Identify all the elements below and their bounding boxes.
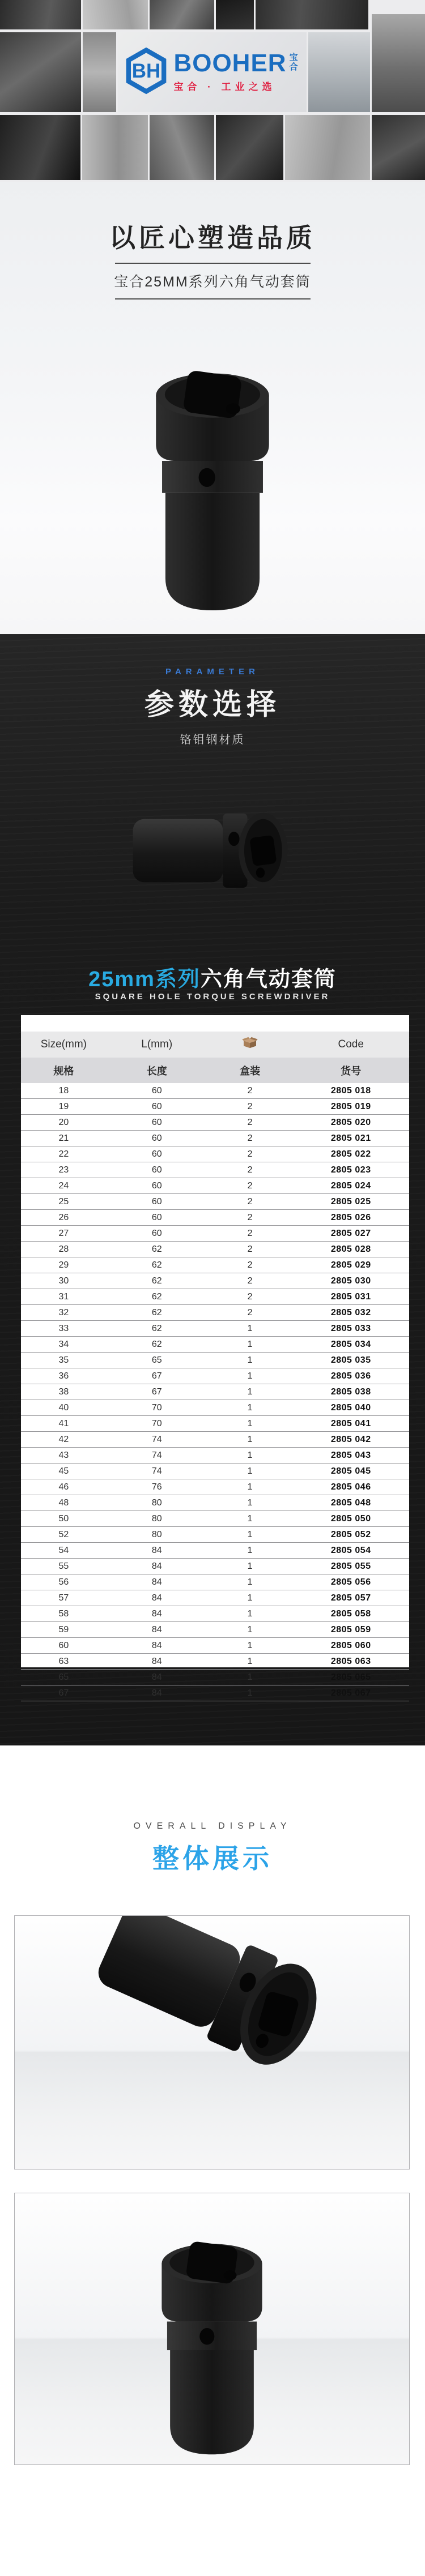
product-photo-socket-side (124, 799, 294, 905)
cell-box-qty: 1 (207, 1495, 293, 1511)
cell-length: 84 (107, 1590, 207, 1606)
cell-length: 70 (107, 1400, 207, 1416)
table-row (21, 1416, 409, 1432)
cell-code: 2805 036 (292, 1368, 409, 1384)
cell-box-qty: 1 (207, 1479, 293, 1495)
cell-length: 84 (107, 1606, 207, 1622)
collage-photo (216, 115, 283, 180)
cell-code: 2805 046 (292, 1479, 409, 1495)
cell-box-qty: 1 (207, 1654, 293, 1670)
cell-code: 2805 057 (292, 1590, 409, 1606)
cell-box-qty: 2 (207, 1099, 293, 1115)
cell-length: 84 (107, 1654, 207, 1670)
table-row (21, 1574, 409, 1590)
table-row (21, 1559, 409, 1574)
cell-length: 74 (107, 1448, 207, 1464)
product-photo-socket-angled (70, 1915, 347, 2100)
cell-code: 2805 026 (292, 1210, 409, 1226)
cell-code: 2805 058 (292, 1606, 409, 1622)
cell-size: 57 (21, 1590, 107, 1606)
cell-box-qty: 1 (207, 1543, 293, 1559)
cell-length: 80 (107, 1495, 207, 1511)
cell-length: 62 (107, 1305, 207, 1321)
cell-length: 60 (107, 1099, 207, 1115)
cell-box-qty: 1 (207, 1337, 293, 1353)
box-icon (241, 1037, 258, 1052)
cell-size: 58 (21, 1606, 107, 1622)
collage-photo (0, 32, 81, 112)
cell-length: 84 (107, 1685, 207, 1701)
product-photo-socket-top (155, 2234, 269, 2458)
header-length-en: L(mm) (141, 1038, 173, 1050)
collage-photo (308, 32, 370, 112)
series-title-rest: 六角气动套筒 (200, 968, 337, 991)
cell-length: 84 (107, 1622, 207, 1638)
cell-box-qty: 1 (207, 1590, 293, 1606)
table-row (21, 1384, 409, 1400)
cell-size: 65 (21, 1670, 107, 1685)
cell-size: 59 (21, 1622, 107, 1638)
cell-code: 2805 056 (292, 1574, 409, 1590)
cell-size: 55 (21, 1559, 107, 1574)
display-eyebrow: OVERALL DISPLAY (133, 1821, 292, 1831)
cell-code: 2805 032 (292, 1305, 409, 1321)
hero-subtitle: 宝合25MM系列六角气动套筒 (114, 274, 311, 290)
table-row (21, 1194, 409, 1210)
cell-length: 84 (107, 1670, 207, 1685)
cell-box-qty: 1 (207, 1527, 293, 1543)
cell-length: 62 (107, 1337, 207, 1353)
cell-size: 42 (21, 1432, 107, 1448)
table-header-en (21, 1032, 409, 1058)
table-row (21, 1638, 409, 1654)
table-row (21, 1210, 409, 1226)
table-row (21, 1464, 409, 1479)
cell-box-qty: 1 (207, 1511, 293, 1527)
cell-size: 19 (21, 1099, 107, 1115)
table-row (21, 1242, 409, 1257)
cell-length: 62 (107, 1321, 207, 1337)
material-note: 铬钼钢材质 (180, 734, 245, 746)
cell-size: 30 (21, 1273, 107, 1289)
product-photo-panel-angled (14, 1915, 410, 2170)
cell-box-qty: 2 (207, 1226, 293, 1242)
table-row (21, 1083, 409, 1099)
cell-code: 2805 067 (292, 1685, 409, 1701)
cell-length: 67 (107, 1368, 207, 1384)
collage-photo (150, 0, 214, 29)
cell-box-qty: 1 (207, 1559, 293, 1574)
table-row (21, 1448, 409, 1464)
cell-box-qty: 1 (207, 1368, 293, 1384)
cell-length: 74 (107, 1464, 207, 1479)
table-row (21, 1353, 409, 1368)
cell-code: 2805 024 (292, 1178, 409, 1194)
collage-photo (83, 32, 116, 112)
cell-code: 2805 038 (292, 1384, 409, 1400)
cell-size: 34 (21, 1337, 107, 1353)
cell-code: 2805 054 (292, 1543, 409, 1559)
cell-box-qty: 1 (207, 1606, 293, 1622)
cell-code: 2805 063 (292, 1654, 409, 1670)
cell-box-qty: 1 (207, 1638, 293, 1654)
collage-photo (0, 115, 80, 180)
collage-photo (0, 0, 81, 29)
cell-code: 2805 027 (292, 1226, 409, 1242)
table-row (21, 1273, 409, 1289)
collage-photo (372, 115, 425, 180)
cell-code: 2805 030 (292, 1273, 409, 1289)
cell-box-qty: 2 (207, 1146, 293, 1162)
cell-box-qty: 2 (207, 1289, 293, 1305)
cell-size: 23 (21, 1162, 107, 1178)
cell-code: 2805 060 (292, 1638, 409, 1654)
header-collage (0, 0, 425, 182)
cell-size: 36 (21, 1368, 107, 1384)
table-row (21, 1337, 409, 1353)
cell-code: 2805 022 (292, 1146, 409, 1162)
parameter-title: 参数选择 (144, 688, 280, 721)
cell-box-qty: 1 (207, 1353, 293, 1368)
cell-code: 2805 028 (292, 1242, 409, 1257)
series-title (0, 961, 425, 992)
cell-code: 2805 048 (292, 1495, 409, 1511)
cell-length: 60 (107, 1146, 207, 1162)
product-photo-socket-standing (149, 362, 277, 614)
parameter-eyebrow: PARAMETER (165, 667, 260, 677)
cell-size: 45 (21, 1464, 107, 1479)
cell-length: 65 (107, 1353, 207, 1368)
cell-length: 84 (107, 1543, 207, 1559)
cell-size: 67 (21, 1685, 107, 1701)
table-row (21, 1685, 409, 1701)
cell-size: 54 (21, 1543, 107, 1559)
cell-size: 35 (21, 1353, 107, 1368)
cell-size: 41 (21, 1416, 107, 1432)
cell-box-qty: 1 (207, 1321, 293, 1337)
cell-code: 2805 023 (292, 1162, 409, 1178)
header-box-en (207, 1032, 293, 1058)
cell-box-qty: 1 (207, 1384, 293, 1400)
table-row (21, 1257, 409, 1273)
cell-length: 60 (107, 1226, 207, 1242)
cell-length: 70 (107, 1416, 207, 1432)
cell-length: 62 (107, 1257, 207, 1273)
table-row (21, 1527, 409, 1543)
cell-size: 38 (21, 1384, 107, 1400)
table-row (21, 1368, 409, 1384)
cell-code: 2805 021 (292, 1131, 409, 1146)
collage-photo (150, 115, 214, 180)
cell-box-qty: 2 (207, 1178, 293, 1194)
cell-box-qty: 2 (207, 1305, 293, 1321)
cell-length: 60 (107, 1194, 207, 1210)
divider-line (115, 298, 311, 299)
cell-length: 84 (107, 1574, 207, 1590)
cell-code: 2805 018 (292, 1083, 409, 1099)
cell-size: 48 (21, 1495, 107, 1511)
brand-tagline: 宝合 · 工业之选 (173, 82, 276, 93)
cell-box-qty: 1 (207, 1670, 293, 1685)
spec-table-panel (21, 1015, 409, 1698)
table-row (21, 1321, 409, 1337)
cell-code: 2805 033 (292, 1321, 409, 1337)
table-row (21, 1178, 409, 1194)
cell-code: 2805 019 (292, 1099, 409, 1115)
table-row (21, 1131, 409, 1146)
cell-box-qty: 2 (207, 1131, 293, 1146)
cell-size: 52 (21, 1527, 107, 1543)
table-row (21, 1115, 409, 1131)
brand-name: BOOHER (173, 49, 287, 77)
table-row (21, 1432, 409, 1448)
cell-length: 84 (107, 1638, 207, 1654)
cell-box-qty: 2 (207, 1210, 293, 1226)
hero-section (0, 182, 425, 634)
cell-size: 50 (21, 1511, 107, 1527)
cell-size: 63 (21, 1654, 107, 1670)
cell-size: 32 (21, 1305, 107, 1321)
spec-table-body (21, 1083, 409, 1701)
cell-length: 84 (107, 1559, 207, 1574)
cell-length: 74 (107, 1432, 207, 1448)
cell-box-qty: 1 (207, 1685, 293, 1701)
cell-size: 26 (21, 1210, 107, 1226)
cell-length: 62 (107, 1273, 207, 1289)
table-row (21, 1495, 409, 1511)
cell-box-qty: 1 (207, 1416, 293, 1432)
cell-size: 28 (21, 1242, 107, 1257)
series-subtitle: SQUARE HOLE TORQUE SCREWDRIVER (95, 992, 330, 1002)
collage-photo (216, 0, 254, 29)
cell-code: 2805 045 (292, 1464, 409, 1479)
cell-size: 33 (21, 1321, 107, 1337)
cell-length: 76 (107, 1479, 207, 1495)
collage-photo (372, 14, 425, 112)
cell-size: 21 (21, 1131, 107, 1146)
series-title-highlight: 25mm系列 (88, 968, 201, 991)
cell-size: 56 (21, 1574, 107, 1590)
cell-box-qty: 2 (207, 1257, 293, 1273)
collage-photo (285, 115, 370, 180)
table-row (21, 1400, 409, 1416)
cell-size: 40 (21, 1400, 107, 1416)
cell-code: 2805 025 (292, 1194, 409, 1210)
cell-box-qty: 1 (207, 1448, 293, 1464)
table-row (21, 1670, 409, 1685)
cell-length: 67 (107, 1384, 207, 1400)
cell-code: 2805 052 (292, 1527, 409, 1543)
cell-code: 2805 055 (292, 1559, 409, 1574)
cell-code: 2805 034 (292, 1337, 409, 1353)
cell-box-qty: 2 (207, 1083, 293, 1099)
spec-table (21, 1032, 409, 1701)
cell-size: 20 (21, 1115, 107, 1131)
cell-code: 2805 059 (292, 1622, 409, 1638)
cell-code: 2805 029 (292, 1257, 409, 1273)
cell-code: 2805 050 (292, 1511, 409, 1527)
collage-photo (83, 0, 148, 29)
cell-box-qty: 1 (207, 1622, 293, 1638)
logo-monogram: BH (132, 60, 161, 83)
cell-length: 60 (107, 1178, 207, 1194)
collage-photo (256, 0, 368, 29)
cell-code: 2805 043 (292, 1448, 409, 1464)
cell-size: 29 (21, 1257, 107, 1273)
table-row (21, 1305, 409, 1321)
cell-code: 2805 041 (292, 1416, 409, 1432)
cell-box-qty: 1 (207, 1432, 293, 1448)
cell-code: 2805 065 (292, 1670, 409, 1685)
table-row (21, 1654, 409, 1670)
cell-box-qty: 2 (207, 1273, 293, 1289)
cell-box-qty: 2 (207, 1162, 293, 1178)
cell-box-qty: 1 (207, 1400, 293, 1416)
table-row (21, 1162, 409, 1178)
table-row (21, 1146, 409, 1162)
cell-box-qty: 2 (207, 1115, 293, 1131)
cell-length: 62 (107, 1289, 207, 1305)
cell-length: 80 (107, 1511, 207, 1527)
cell-code: 2805 020 (292, 1115, 409, 1131)
table-row (21, 1479, 409, 1495)
header-length-cn: 长度 (146, 1065, 167, 1077)
table-row (21, 1226, 409, 1242)
table-row (21, 1543, 409, 1559)
header-box-cn: 盒装 (240, 1065, 261, 1077)
cell-length: 60 (107, 1162, 207, 1178)
product-photo-panel-standing (14, 2193, 410, 2465)
cell-length: 60 (107, 1131, 207, 1146)
parameter-section (0, 634, 425, 1745)
cell-size: 31 (21, 1289, 107, 1305)
cell-size: 22 (21, 1146, 107, 1162)
cell-code: 2805 031 (292, 1289, 409, 1305)
booher-hexagon-logo-icon (125, 47, 168, 97)
table-header-cn (21, 1058, 409, 1083)
cell-size: 24 (21, 1178, 107, 1194)
cell-size: 46 (21, 1479, 107, 1495)
brand-logo-panel (118, 32, 307, 112)
divider-line (115, 263, 311, 264)
cell-length: 60 (107, 1083, 207, 1099)
cell-box-qty: 1 (207, 1574, 293, 1590)
cell-size: 25 (21, 1194, 107, 1210)
cell-size: 27 (21, 1226, 107, 1242)
collage-photo (82, 115, 148, 180)
table-row (21, 1606, 409, 1622)
display-title: 整体展示 (152, 1843, 273, 1873)
table-row (21, 1622, 409, 1638)
cell-size: 60 (21, 1638, 107, 1654)
cell-code: 2805 040 (292, 1400, 409, 1416)
cell-size: 43 (21, 1448, 107, 1464)
header-code-en: Code (338, 1038, 364, 1050)
table-row (21, 1590, 409, 1606)
cell-size: 18 (21, 1083, 107, 1099)
header-size-cn: 规格 (53, 1065, 74, 1077)
cell-code: 2805 035 (292, 1353, 409, 1368)
cell-code: 2805 042 (292, 1432, 409, 1448)
cell-box-qty: 2 (207, 1194, 293, 1210)
cell-length: 60 (107, 1210, 207, 1226)
header-size-en: Size(mm) (40, 1038, 87, 1050)
hero-title: 以匠心塑造品质 (109, 223, 316, 253)
table-row (21, 1099, 409, 1115)
cell-box-qty: 2 (207, 1242, 293, 1257)
cell-length: 62 (107, 1242, 207, 1257)
table-row (21, 1289, 409, 1305)
header-code-cn: 货号 (341, 1065, 362, 1077)
table-row (21, 1511, 409, 1527)
cell-length: 80 (107, 1527, 207, 1543)
cell-box-qty: 1 (207, 1464, 293, 1479)
brand-name-cn: 宝合 (289, 52, 298, 72)
cell-length: 60 (107, 1115, 207, 1131)
overall-display-section (0, 1745, 425, 2576)
